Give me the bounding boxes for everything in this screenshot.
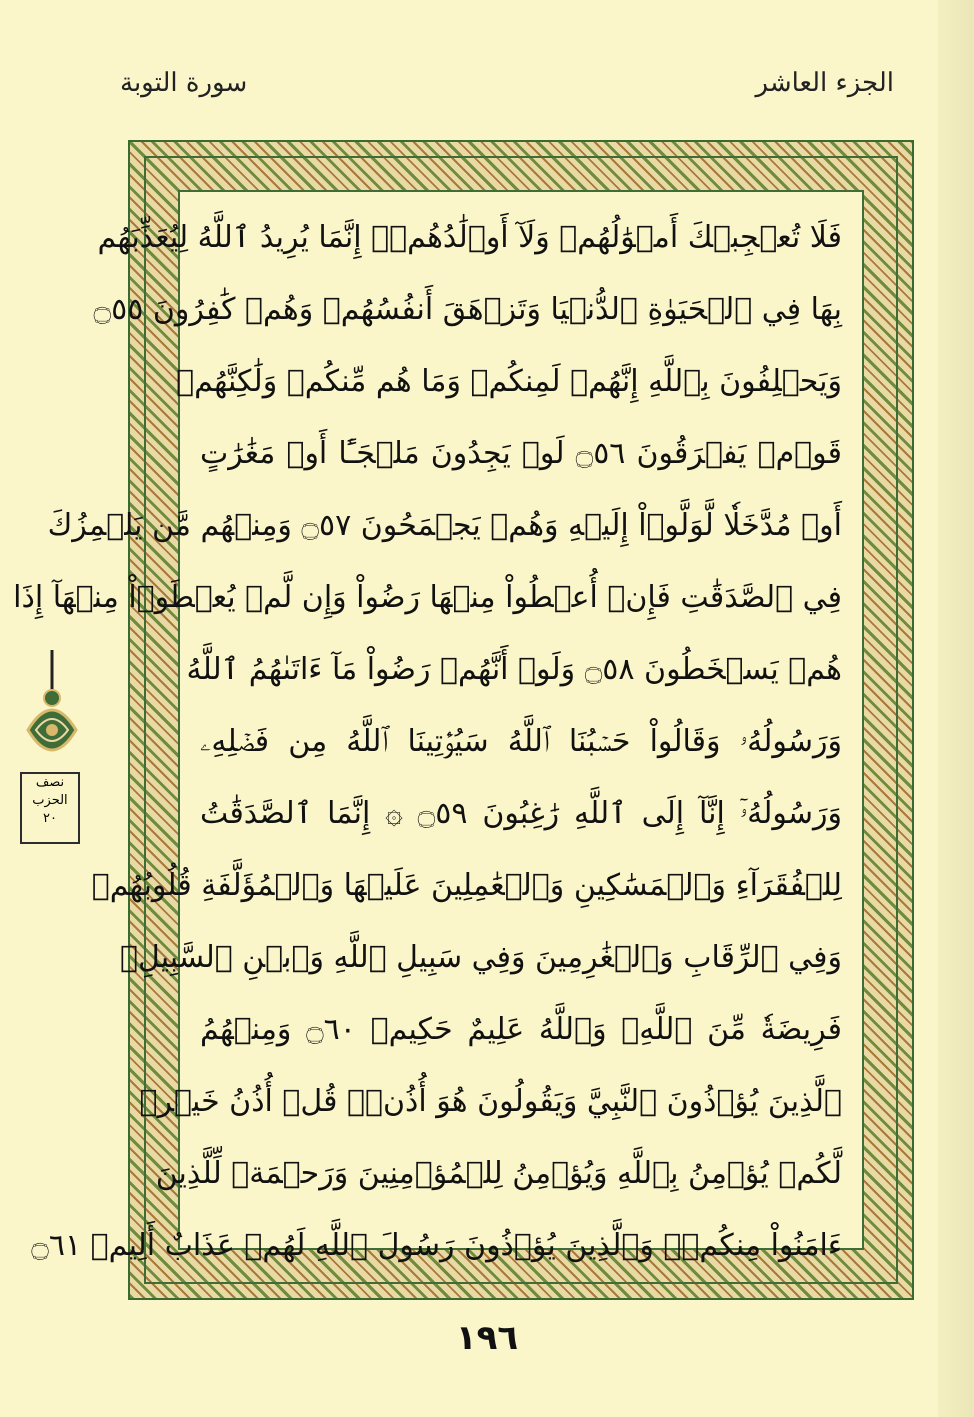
text-line-9: وَرَسُولُهُۥٓ إِنَّآ إِلَى ٱللَّهِ رَٰغِبُونَ ۝٥٩ ۞ إِنَّمَا ٱلصَّدَقَٰتُ [200,796,843,831]
hizb-label-word: الحزب [32,793,68,808]
hizb-label-half: نصف [35,775,65,790]
text-line-12: فَرِيضَةٗ مِّنَ ٱللَّهِۗ وَٱللَّهُ عَلِيمٌ حَكِيمٞ ۝٦٠ وَمِنۡهُمُ [200,1012,842,1047]
text-line-7: هُمۡ يَسۡخَطُونَ ۝٥٨ وَلَوۡ أَنَّهُمۡ رَضُواْ مَآ ءَاتَىٰهُمُ ٱللَّهُ [186,652,842,687]
text-line-5: أَوۡ مُدَّخَلٗا لَّوَلَّوۡاْ إِلَيۡهِ وَهُمۡ يَجۡمَحُونَ ۝٥٧ وَمِنۡهُم مَّن يَلۡمِزُكَ [47,508,842,543]
text-line-4: قَوۡمٞ يَفۡرَقُونَ ۝٥٦ لَوۡ يَجِدُونَ مَلۡجَـًٔا أَوۡ مَغَٰرَٰتٍ [200,436,842,471]
page-edge [938,0,974,1417]
hizb-label-box [20,772,80,844]
text-line-8: وَرَسُولُهُۥ وَقَالُواْ حَسۡبُنَا ٱللَّهُ سَيُؤۡتِينَا ٱللَّهُ مِن فَضۡلِهِۦ [200,724,842,759]
ornament-icon [20,650,84,770]
text-line-1: فَلَا تُعۡجِبۡكَ أَمۡوَٰلُهُمۡ وَلَآ أَوۡلَٰدُهُمۡۚ إِنَّمَا يُرِيدُ ٱللَّهُ لِيُعَذِّبَهُم [97,220,842,255]
text-line-3: وَيَحۡلِفُونَ بِٱللَّهِ إِنَّهُمۡ لَمِنكُمۡ وَمَا هُم مِّنكُمۡ وَلَٰكِنَّهُمۡ [176,364,842,399]
text-line-10: لِلۡفُقَرَآءِ وَٱلۡمَسَٰكِينِ وَٱلۡعَٰمِلِينَ عَلَيۡهَا وَٱلۡمُؤَلَّفَةِ قُلُوبُهُمۡ [91,868,842,903]
text-line-14: لَّكُمۡ يُؤۡمِنُ بِٱللَّهِ وَيُؤۡمِنُ لِلۡمُؤۡمِنِينَ وَرَحۡمَةٞ لِّلَّذِينَ [155,1156,842,1191]
juz-title: الجزء العاشر [755,68,894,98]
text-line-2: بِهَا فِي ٱلۡحَيَوٰةِ ٱلدُّنۡيَا وَتَزۡهَقَ أَنفُسُهُمۡ وَهُمۡ كَٰفِرُونَ ۝٥٥ [93,292,842,327]
hizb-number: ٢٠ [43,811,57,826]
text-line-11: وَفِي ٱلرِّقَابِ وَٱلۡغَٰرِمِينَ وَفِي سَبِيلِ ٱللَّهِ وَٱبۡنِ ٱلسَّبِيلِۖ [120,940,842,975]
surah-title: سورة التوبة [120,68,248,98]
hizb-marker [20,650,94,850]
text-line-6: فِي ٱلصَّدَقَٰتِ فَإِنۡ أُعۡطُواْ مِنۡهَا رَضُواْ وَإِن لَّمۡ يُعۡطَوۡاْ مِنۡهَآ إِذَا [13,580,842,615]
text-line-15: ءَامَنُواْ مِنكُمۡۚ وَٱلَّذِينَ يُؤۡذُونَ رَسُولَ ٱللَّهِ لَهُمۡ عَذَابٌ أَلِيمٞ ۝٦١ [31,1228,842,1263]
page-number: ١٩٦ [455,1318,519,1358]
text-line-13: ٱلَّذِينَ يُؤۡذُونَ ٱلنَّبِيَّ وَيَقُولُونَ هُوَ أُذُنٞۚ قُلۡ أُذُنُ خَيۡرٖ [139,1084,842,1119]
